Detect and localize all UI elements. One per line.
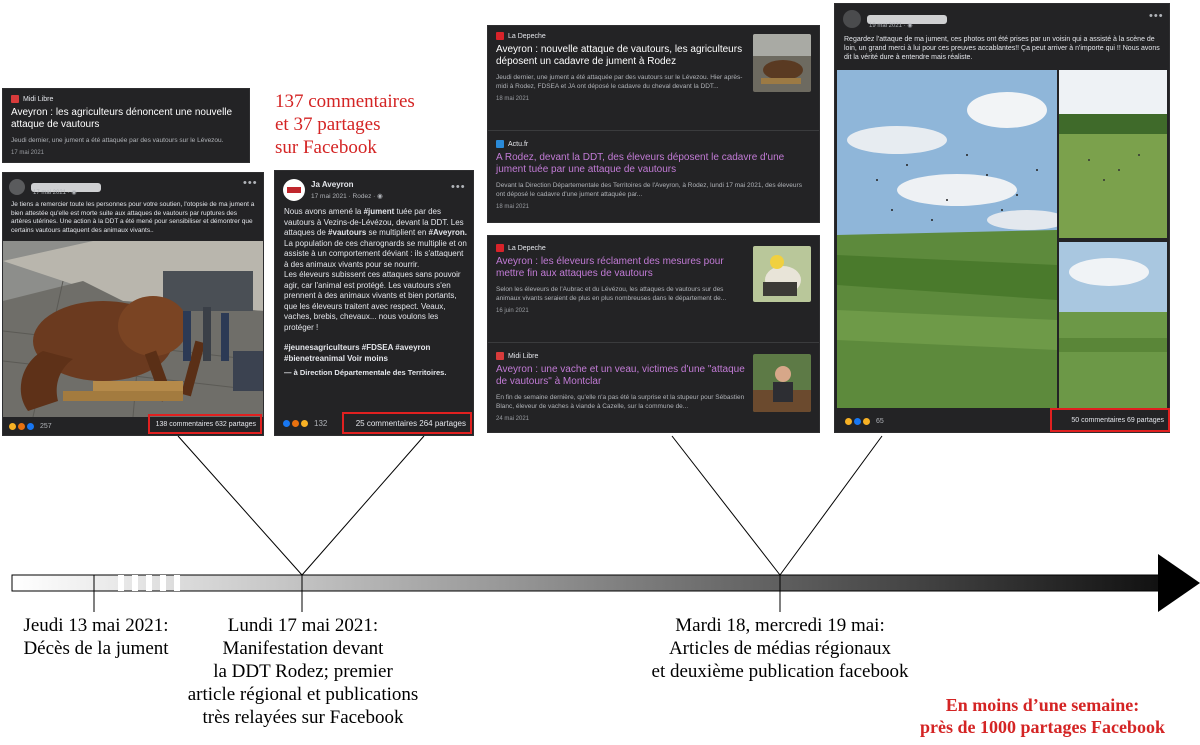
- news-card-la-depeche-2[interactable]: La Depeche Aveyron : les éleveurs réclament des mesures pour mettre fin aux attaques de vautours Selon les éleveurs de l'Aubrac et du Lévézou, les attaques de vautours sur des animaux vivants seraient de plus en plus nombreuses dans le département de... 16 juin 2021: [496, 244, 746, 314]
- facebook-post-ja-aveyron: [274, 170, 474, 436]
- news-headline[interactable]: A Rodez, devant la DDT, des éleveurs déposent le cadavre d'une jument tuée par une attaque de vautours: [496, 152, 785, 175]
- care-reaction-icon: [9, 423, 16, 430]
- news-date: 18 mai 2021: [496, 204, 530, 210]
- post-date: 17 mai 2021 · ◉: [33, 190, 77, 196]
- post-photo-landscape-bottom-right[interactable]: [1059, 242, 1167, 408]
- news-thumbnail-horse[interactable]: [753, 34, 811, 92]
- news-snippet: Selon les éleveurs de l'Aubrac et du Lévézou, les attaques de vautours sur des animaux vivants seraient de plus en plus nombreuses dans le département de...: [496, 286, 727, 302]
- news-snippet: Devant la Direction Départementale des Territoires de l'Aveyron, à Rodez, lundi 17 mai 2021, des éleveurs ont déposé le cadavre d'une jument attaquée par...: [496, 182, 802, 198]
- like-reaction-icon: [27, 423, 34, 430]
- like-reaction-icon: [854, 418, 861, 425]
- author-name[interactable]: Ja Aveyron: [311, 180, 354, 189]
- post3-engagement-stats[interactable]: 50 commentaires 69 partages: [1050, 408, 1170, 432]
- post-paragraph-1: Nous avons amené la #jument tuée par des vautours à Vezins-de-Lévézou, devant la DDT. Les attaques de #vautours se multiplient en #Aveyron. La population de ces charognards se multiplie et on assiste à un comportement déviant : ils s'attaquent à des animaux vivants pour se nourrir.: [284, 207, 467, 269]
- post1-engagement-stats[interactable]: 138 commentaires 632 partages: [148, 414, 262, 434]
- horse-photo-illustration: [3, 241, 264, 417]
- card-divider: [488, 342, 820, 343]
- news-headline[interactable]: Aveyron : les agriculteurs dénoncent une nouvelle attaque de vautours: [11, 107, 233, 130]
- timeline-label-13-mai: Jeudi 13 mai 2021: Décès de la jument: [23, 615, 169, 659]
- news-date: 18 mai 2021: [496, 96, 530, 102]
- facebook-post-1: [2, 172, 264, 436]
- timeline-arrowhead: [1158, 554, 1200, 612]
- timeline-bar: [12, 575, 1162, 591]
- news-source: Midi Libre: [11, 95, 241, 103]
- post-meta: 17 mai 2021 · Rodez · ◉: [311, 193, 383, 200]
- post-photo-dead-horse[interactable]: [3, 241, 264, 417]
- more-options-icon[interactable]: •••: [451, 181, 466, 193]
- news-thumbnail-farmer[interactable]: [753, 354, 811, 412]
- reaction-summary[interactable]: 257: [9, 423, 52, 430]
- post-text: Je tiens a remercier toute les personnes pour votre soutien, l'otopsie de ma jument a bien attestée qu'elle est morte suite aux attaques de vautours par ruptures des artères utérines. Une action à la DDT a été mené pour sensibiliser et démontrer que certains vautours attaquent des animaux vivants..: [11, 201, 255, 234]
- la-depeche-logo-icon: [496, 244, 504, 252]
- avatar[interactable]: [843, 10, 861, 28]
- annotation-comments-shares: 137 commentaires et 37 partages sur Facebook: [275, 91, 415, 158]
- news-card-midi-libre-2[interactable]: Midi Libre Aveyron : une vache et un veau, victimes d'une "attaque de vautours" à Montclar En fin de semaine dernière, qu'elle n'a pas été la surprise et la stupeur pour Sébastien Blanc, éleveur de vaches à viande à Cazelle, sur la commune de... 24 mai 2021: [496, 352, 745, 422]
- timeline-label-17-mai: Lundi 17 mai 2021: Manifestation devant la DDT Rodez; premier article régional et publications très relayées sur Facebook: [187, 615, 419, 728]
- news-date: 16 juin 2021: [496, 308, 529, 314]
- reaction-summary[interactable]: 65: [845, 418, 884, 425]
- summary-annotation: En moins d’une semaine: près de 1000 partages Facebook: [920, 695, 1165, 737]
- voir-moins-link[interactable]: Voir moins: [347, 353, 388, 363]
- ja-logo-icon: [287, 187, 301, 193]
- news-headline[interactable]: Aveyron : les éleveurs réclament des mesures pour mettre fin aux attaques de vautours: [496, 256, 724, 279]
- news-snippet: En fin de semaine dernière, qu'elle n'a pas été la surprise et la stupeur pour Sébastien Blanc, éleveur de vaches à viande à Cazelle, sur la commune de...: [496, 394, 745, 410]
- news-card-midi-libre-1[interactable]: [2, 88, 250, 163]
- angry-reaction-icon: [292, 420, 299, 427]
- angry-reaction-icon: [18, 423, 25, 430]
- actu-fr-logo-icon: [496, 140, 504, 148]
- post-paragraph-2: Les éleveurs subissent ces attaques sans pouvoir agir, car l'animal est protégé. Les vautours s'en prennent à des animaux vivants et bien portants, que les éleveurs traitent avec respect. Veaux, vaches, brebis, chevaux... nous voulons les protéger !: [284, 270, 461, 332]
- post-location[interactable]: — à Direction Départementale des Territoires.: [284, 368, 447, 377]
- connector-lines: [178, 436, 882, 575]
- sad-reaction-icon: [845, 418, 852, 425]
- midi-libre-logo-icon: [496, 352, 504, 360]
- post-photo-landscape-top-right[interactable]: [1059, 70, 1167, 238]
- more-options-icon[interactable]: •••: [1149, 10, 1164, 22]
- news-snippet: Jeudi dernier, une jument a été attaquée par des vautours sur le Lévezou.: [11, 137, 224, 144]
- news-date: 24 mai 2021: [496, 416, 530, 422]
- avatar[interactable]: [9, 179, 25, 195]
- la-depeche-logo-icon: [496, 32, 504, 40]
- facebook-post-3: [834, 3, 1170, 433]
- post-photo-main-landscape[interactable]: [837, 70, 1057, 408]
- news-card-actu-fr[interactable]: Actu.fr A Rodez, devant la DDT, des éleveurs déposent le cadavre d'une jument tuée par une attaque de vautours Devant la Direction Départementale des Territoires de l'Aveyron, à Rodez, lundi 17 mai 2021, des éleveurs ont déposé le cadavre d'une jument attaquée par... 18 mai 2021: [496, 140, 812, 210]
- post2-engagement-stats[interactable]: 25 commentaires 264 partages: [342, 412, 472, 434]
- post-hashtags: #jeunesagriculteurs #FDSEA #aveyron #bienetreanimal Voir moins: [284, 343, 431, 363]
- news-thumbnail-vulture[interactable]: [753, 246, 811, 302]
- post-date: 19 mai 2021 · ◉: [869, 23, 913, 29]
- care-reaction-icon: [863, 418, 870, 425]
- midi-libre-logo-icon: [11, 95, 19, 103]
- more-options-icon[interactable]: •••: [243, 177, 258, 189]
- news-snippet: Jeudi dernier, une jument a été attaquée par des vautours sur le Lévezou. Hier après-midi à Rodez, FDSEA et JA ont déposé le cadavre du cheval devant la DDT...: [496, 74, 743, 90]
- news-headline[interactable]: Aveyron : une vache et un veau, victimes d'une "attaque de vautours" à Montclar: [496, 364, 745, 387]
- like-reaction-icon: [283, 420, 290, 427]
- news-card-la-depeche-1[interactable]: La Depeche Aveyron : nouvelle attaque de vautours, les agriculteurs déposent un cadavre de jument à Rodez Jeudi dernier, une jument a été attaquée par des vautours sur le Lévezou. Hier après-midi à Rodez, FDSEA et JA ont déposé le cadavre du cheval devant la DDT... 18 mai 2021: [496, 32, 746, 102]
- news-headline[interactable]: Aveyron : nouvelle attaque de vautours, les agriculteurs déposent un cadavre de jument à Rodez: [496, 44, 743, 67]
- timeline-label-18-19-mai: Mardi 18, mercredi 19 mai: Articles de médias régionaux et deuxième publication facebook: [651, 615, 909, 682]
- news-date: 17 mai 2021: [11, 150, 45, 156]
- post-text: Regardez l'attaque de ma jument, ces photos ont été prises par un voisin qui a assisté à la scène de loin, un grand merci à lui pour ces preuves accablantes!! Ça peut arriver à n'importe qui !! Nous avons dit la vérité dure à entendre mais réaliste.: [844, 36, 1160, 61]
- news-card-group-2: [487, 235, 820, 433]
- avatar-ja-aveyron[interactable]: [283, 179, 305, 201]
- news-card-group-1: [487, 25, 820, 223]
- post-body: [284, 207, 468, 379]
- reaction-summary[interactable]: 132: [283, 419, 327, 428]
- card-divider: [488, 130, 820, 131]
- sad-reaction-icon: [301, 420, 308, 427]
